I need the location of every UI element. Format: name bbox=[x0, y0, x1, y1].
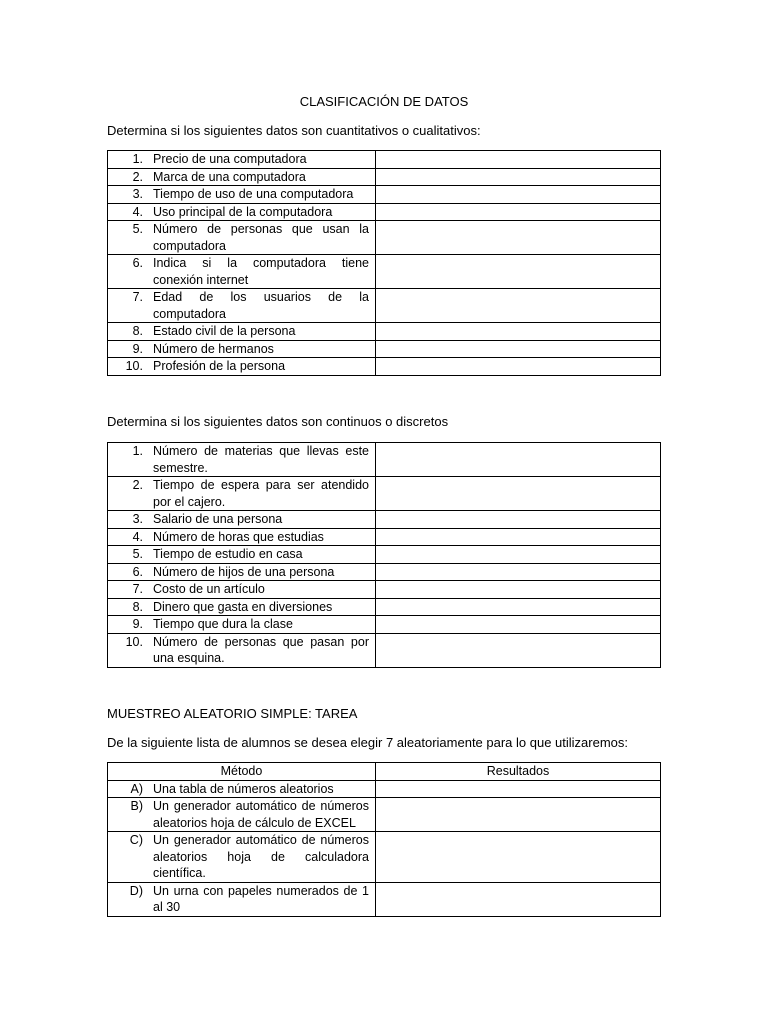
item-text: Tiempo de espera para ser atendido por el cajero. bbox=[153, 478, 369, 509]
table-row bbox=[108, 798, 661, 832]
answer-cell[interactable] bbox=[376, 340, 661, 358]
item-cell bbox=[108, 511, 376, 529]
answer-cell[interactable] bbox=[376, 255, 661, 289]
answer-cell[interactable] bbox=[376, 203, 661, 221]
item-text: Tiempo que dura la clase bbox=[153, 617, 293, 631]
table-row bbox=[108, 832, 661, 883]
item-cell bbox=[108, 832, 376, 883]
table-row bbox=[108, 563, 661, 581]
table-header-row bbox=[108, 763, 661, 781]
item-cell bbox=[108, 358, 376, 376]
item-number: 5. bbox=[132, 547, 143, 561]
answer-cell[interactable] bbox=[376, 221, 661, 255]
answer-cell[interactable] bbox=[376, 798, 661, 832]
answer-cell[interactable] bbox=[376, 780, 661, 798]
item-text: Un generador automático de números aleatorios hoja de cálculo de EXCEL bbox=[153, 799, 369, 830]
item-cell bbox=[108, 882, 376, 916]
item-number: 7. bbox=[132, 290, 143, 304]
item-cell bbox=[108, 289, 376, 323]
table-row bbox=[108, 511, 661, 529]
item-text: Un urna con papeles numerados de 1 al 30 bbox=[153, 883, 369, 914]
answer-cell[interactable] bbox=[376, 443, 661, 477]
item-cell bbox=[108, 151, 376, 169]
answer-cell[interactable] bbox=[376, 546, 661, 564]
item-text: Costo de un artículo bbox=[153, 582, 265, 596]
table-row bbox=[108, 358, 661, 376]
item-number: 3. bbox=[132, 512, 143, 526]
item-text: Profesión de la persona bbox=[153, 359, 286, 373]
item-number: C) bbox=[129, 833, 143, 847]
item-cell bbox=[108, 598, 376, 616]
answer-cell[interactable] bbox=[376, 598, 661, 616]
item-text: Tiempo de estudio en casa bbox=[153, 547, 303, 561]
continuous-discrete-table bbox=[107, 442, 661, 668]
answer-cell[interactable] bbox=[376, 151, 661, 169]
item-text: Número de horas que estudias bbox=[153, 529, 324, 544]
table-row bbox=[108, 289, 661, 323]
item-number: 3. bbox=[132, 187, 143, 201]
answer-cell[interactable] bbox=[376, 323, 661, 341]
item-text: Uso principal de la computadora bbox=[153, 204, 333, 219]
answer-cell[interactable] bbox=[376, 477, 661, 511]
item-text: Dinero que gasta en diversiones bbox=[153, 599, 333, 614]
table-row bbox=[108, 546, 661, 564]
item-cell bbox=[108, 546, 376, 564]
answer-cell[interactable] bbox=[376, 882, 661, 916]
item-cell bbox=[108, 798, 376, 832]
item-number: D) bbox=[129, 883, 143, 898]
table-row bbox=[108, 255, 661, 289]
item-number: 10. bbox=[125, 359, 143, 373]
table-row bbox=[108, 151, 661, 169]
item-text: Salario de una persona bbox=[153, 512, 283, 526]
item-text: Marca de una computadora bbox=[153, 169, 306, 184]
item-text: Un generador automático de números aleatorios hoja de calculadora científica. bbox=[153, 833, 369, 880]
answer-cell[interactable] bbox=[376, 358, 661, 376]
item-text: Una tabla de números aleatorios bbox=[153, 781, 334, 796]
item-text: Edad de los usuarios de la computadora bbox=[153, 290, 369, 321]
item-number: 1. bbox=[132, 152, 143, 166]
item-number: 9. bbox=[132, 617, 143, 631]
item-text: Número de materias que llevas este semestre. bbox=[153, 444, 369, 475]
item-cell bbox=[108, 477, 376, 511]
item-cell bbox=[108, 221, 376, 255]
table-row bbox=[108, 882, 661, 916]
item-cell bbox=[108, 633, 376, 667]
section3-heading: MUESTREO ALEATORIO SIMPLE: TAREA bbox=[107, 706, 358, 721]
table-row bbox=[108, 616, 661, 634]
answer-cell[interactable] bbox=[376, 563, 661, 581]
answer-cell[interactable] bbox=[376, 581, 661, 599]
item-number: 2. bbox=[132, 478, 143, 492]
item-text: Precio de una computadora bbox=[153, 152, 307, 166]
item-text: Indica si la computadora tiene conexión internet bbox=[153, 256, 369, 287]
answer-cell[interactable] bbox=[376, 528, 661, 546]
item-number: 5. bbox=[132, 222, 143, 236]
item-text: Número de personas que pasan por una esquina. bbox=[153, 634, 369, 665]
table-row bbox=[108, 168, 661, 186]
answer-cell[interactable] bbox=[376, 186, 661, 204]
item-number: 7. bbox=[132, 582, 143, 596]
item-number: B) bbox=[130, 799, 143, 813]
quantitative-qualitative-table bbox=[107, 150, 661, 376]
table-row bbox=[108, 323, 661, 341]
answer-cell[interactable] bbox=[376, 633, 661, 667]
item-number: 10. bbox=[125, 634, 143, 649]
item-number: 1. bbox=[132, 444, 143, 458]
item-number: 8. bbox=[132, 599, 143, 614]
answer-cell[interactable] bbox=[376, 289, 661, 323]
item-text: Estado civil de la persona bbox=[153, 324, 296, 338]
table-row bbox=[108, 203, 661, 221]
answer-cell[interactable] bbox=[376, 832, 661, 883]
item-cell bbox=[108, 186, 376, 204]
table-row bbox=[108, 221, 661, 255]
table-row bbox=[108, 477, 661, 511]
item-cell bbox=[108, 203, 376, 221]
page-title: CLASIFICACIÓN DE DATOS bbox=[299, 94, 469, 109]
item-number: 8. bbox=[132, 324, 143, 338]
item-text: Número de personas que usan la computadora bbox=[153, 222, 369, 253]
answer-cell[interactable] bbox=[376, 168, 661, 186]
item-cell bbox=[108, 255, 376, 289]
section3-instruction: De la siguiente lista de alumnos se desea elegir 7 aleatoriamente para lo que utilizaremos: bbox=[107, 735, 629, 750]
table-row bbox=[108, 528, 661, 546]
section2-instruction: Determina si los siguientes datos son continuos o discretos bbox=[107, 414, 449, 429]
column-header-results: Resultados bbox=[376, 763, 661, 781]
table-row bbox=[108, 443, 661, 477]
item-cell bbox=[108, 581, 376, 599]
table-row bbox=[108, 340, 661, 358]
item-number: 4. bbox=[132, 204, 143, 219]
column-header-method: Método bbox=[108, 763, 376, 781]
item-cell bbox=[108, 443, 376, 477]
section1-instruction: Determina si los siguientes datos son cuantitativos o cualitativos: bbox=[107, 123, 481, 138]
item-cell bbox=[108, 168, 376, 186]
item-text: Número de hijos de una persona bbox=[153, 564, 335, 579]
item-number: 6. bbox=[132, 564, 143, 579]
item-cell bbox=[108, 563, 376, 581]
item-cell bbox=[108, 780, 376, 798]
table-row bbox=[108, 598, 661, 616]
item-cell bbox=[108, 616, 376, 634]
item-number: 6. bbox=[132, 256, 143, 270]
table-row bbox=[108, 633, 661, 667]
answer-cell[interactable] bbox=[376, 511, 661, 529]
item-text: Tiempo de uso de una computadora bbox=[153, 187, 354, 201]
item-cell bbox=[108, 528, 376, 546]
table-row bbox=[108, 186, 661, 204]
item-number: 4. bbox=[132, 529, 143, 544]
sampling-methods-table bbox=[107, 762, 661, 917]
item-number: 2. bbox=[132, 169, 143, 184]
item-cell bbox=[108, 323, 376, 341]
table-row bbox=[108, 780, 661, 798]
item-number: 9. bbox=[132, 341, 143, 356]
table-row bbox=[108, 581, 661, 599]
item-cell bbox=[108, 340, 376, 358]
answer-cell[interactable] bbox=[376, 616, 661, 634]
item-text: Número de hermanos bbox=[153, 341, 274, 356]
item-number: A) bbox=[130, 781, 143, 796]
